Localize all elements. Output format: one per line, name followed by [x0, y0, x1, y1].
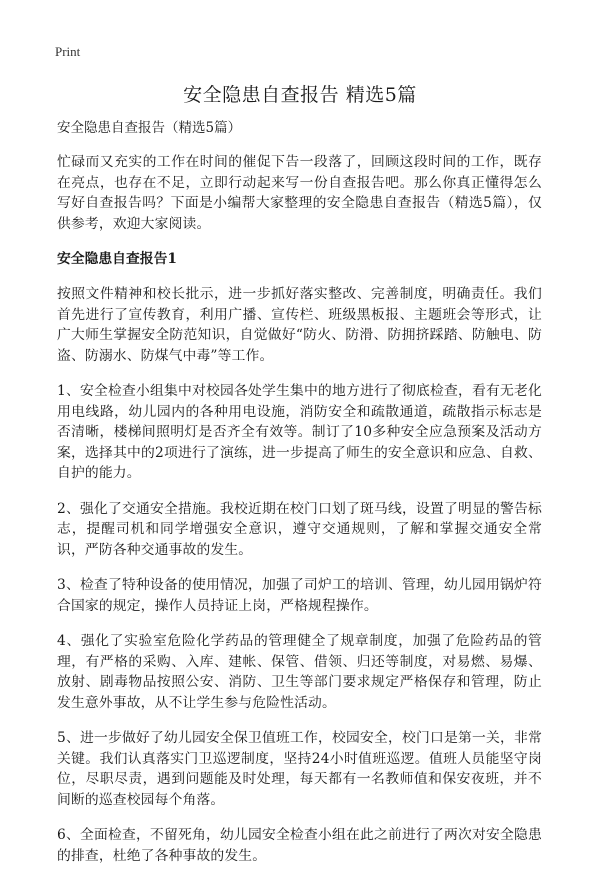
- article-subtitle: 安全隐患自查报告（精选5篇）: [57, 120, 242, 136]
- paragraph: 4、强化了实验室危险化学药品的管理健全了规章制度，加强了危险药品的管理，有严格的采购、入库、建帐、保管、借领、归还等制度，对易燃、易爆、放射、剧毒物品按照公安、消防、卫生等部门要求规定严格保存和管理，防止发生意外事故，从不让学生参与危险性活动。: [57, 633, 542, 711]
- paragraph: 1、安全检查小组集中对校园各处学生集中的地方进行了彻底检查，看有无老化用电线路，幼儿园内的各种用电设施，消防安全和疏散通道，疏散指示标志是否清晰，楼梯间照明灯是否齐全有效等。制订了10多种安全应急预案及活动方案，选择其中的2项进行了演练，进一步提高了师生的安全意识和应急、自救、自护的能力。: [57, 383, 542, 481]
- paragraph: 6、全面检查，不留死角，幼儿园安全检查小组在此之前进行了两次对安全隐患的排查，杜绝了各种事故的发生。: [57, 827, 542, 864]
- paragraph: 2、强化了交通安全措施。我校近期在校门口划了斑马线，设置了明显的警告标志，提醒司机和同学增强安全意识，遵守交通规则，了解和掌握交通安全常识，严防各种交通事故的发生。: [57, 500, 542, 558]
- paragraph: 按照文件精神和校长批示，进一步抓好落实整改、完善制度，明确责任。我们首先进行了宣传教育，利用广播、宣传栏、班级黑板报、主题班会等形式，让广大师生掌握安全防范知识，自觉做好“防火、防滑、防拥挤踩踏、防触电、防盗、防溺水、防煤气中毒”等工作。: [57, 286, 542, 364]
- paragraph: 3、检查了特种设备的使用情况，加强了司炉工的培训、管理，幼儿园用锅炉符合国家的规定，操作人员持证上岗，严格规程操作。: [57, 577, 542, 614]
- paragraph: 5、进一步做好了幼儿园安全保卫值班工作，校园安全，校门口是第一关，非常关键。我们认真落实门卫巡逻制度，坚持24小时值班巡逻。值班人员能坚守岗位，尽职尽责，遇到问题能及时处理，每天都有一名教师值和保安夜班，并不间断的巡查校园每个角落。: [57, 730, 542, 808]
- print-link[interactable]: Print: [55, 44, 81, 59]
- page-title: 安全隐患自查报告 精选5篇: [183, 84, 417, 106]
- section-heading: 安全隐患自查报告1: [57, 251, 177, 267]
- article-body: [57, 118, 542, 881]
- intro-paragraph: 忙碌而又充实的工作在时间的催促下告一段落了，回顾这段时间的工作，既存在亮点，也存在不足，立即行动起来写一份自查报告吧。那么你真正懂得怎么写好自查报告吗？下面是小编帮大家整理的安全隐患自查报告（精选5篇），仅供参考，欢迎大家阅读。: [57, 154, 542, 232]
